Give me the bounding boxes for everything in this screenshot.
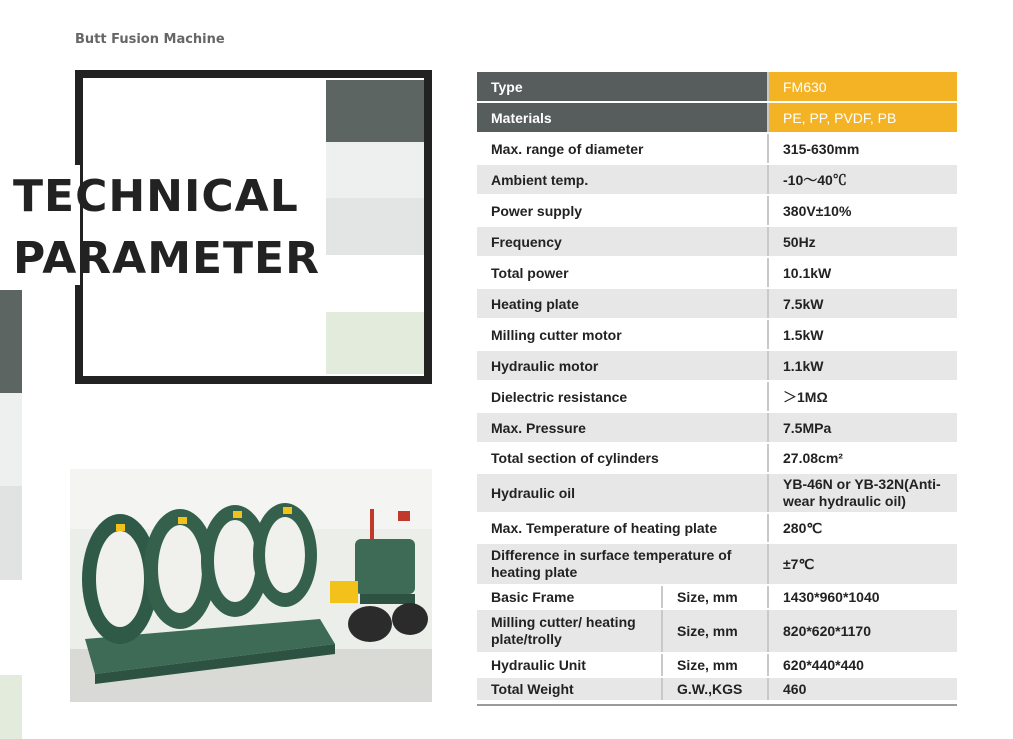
cell-label: Power supply: [477, 195, 768, 226]
cell-label: Total power: [477, 257, 768, 288]
type-value: FM630: [768, 72, 957, 102]
table-row: [477, 543, 957, 585]
cell-value: 1.1kW: [768, 350, 957, 381]
swatch-light: [326, 142, 424, 198]
cell-value: 280℃: [768, 513, 957, 543]
color-strip-green: [0, 675, 22, 739]
table-row: [477, 257, 957, 288]
cell-value: 10.1kW: [768, 257, 957, 288]
cell-label: Milling cutter/ heating plate/trolly: [477, 609, 662, 653]
cell-value: ±7℃: [768, 543, 957, 585]
table-row: [477, 585, 957, 609]
cell-value: 1.5kW: [768, 319, 957, 350]
spec-table: [477, 72, 957, 702]
cell-value: 7.5MPa: [768, 412, 957, 443]
brand-label: Butt Fusion Machine: [75, 32, 225, 47]
cell-value: 1430*960*1040: [768, 585, 957, 609]
cell-label: Ambient temp.: [477, 164, 768, 195]
product-photo: [70, 469, 432, 702]
cell-label: Dielectric resistance: [477, 381, 768, 412]
cell-label: Difference in surface temperature of heating plate: [477, 543, 768, 585]
table-row: [477, 226, 957, 257]
materials-label: Materials: [477, 102, 768, 133]
cell-label: Max. Pressure: [477, 412, 768, 443]
cell-value: YB-46N or YB-32N(Anti-wear hydraulic oil): [768, 473, 957, 513]
cell-label: Milling cutter motor: [477, 319, 768, 350]
cell-unit: Size, mm: [662, 653, 768, 677]
cell-label: Hydraulic Unit: [477, 653, 662, 677]
cell-unit: Size, mm: [662, 585, 768, 609]
table-row: [477, 102, 957, 133]
table-row: [477, 195, 957, 226]
cell-value: 460: [768, 677, 957, 701]
cell-value: 620*440*440: [768, 653, 957, 677]
color-strip-mid: [0, 486, 22, 580]
cell-label: Hydraulic motor: [477, 350, 768, 381]
swatch-green: [326, 312, 424, 374]
table-row: [477, 609, 957, 653]
color-strip-light: [0, 393, 22, 486]
cell-value: 27.08cm²: [768, 443, 957, 473]
cell-unit: Size, mm: [662, 609, 768, 653]
page-title-line1: TECHNICAL: [13, 171, 299, 222]
table-row: [477, 72, 957, 102]
type-label: Type: [477, 72, 768, 102]
cell-unit: G.W.,KGS: [662, 677, 768, 701]
cell-value: -10～40℃: [768, 164, 957, 195]
swatch-dark: [326, 80, 424, 142]
table-bottom-rule: [477, 704, 957, 706]
table-row: [477, 350, 957, 381]
color-strip-dark: [0, 290, 22, 393]
machine-illustration: [70, 469, 432, 702]
table-row: [477, 653, 957, 677]
cell-label: Total Weight: [477, 677, 662, 701]
cell-value: 50Hz: [768, 226, 957, 257]
cell-label: Basic Frame: [477, 585, 662, 609]
table-row: [477, 513, 957, 543]
swatch-mid: [326, 198, 424, 255]
table-row: [477, 133, 957, 164]
page-title-line2: PARAMETER: [13, 233, 320, 284]
cell-label: Total section of cylinders: [477, 443, 768, 473]
cell-label: Frequency: [477, 226, 768, 257]
table-row: [477, 381, 957, 412]
cell-value: 315-630mm: [768, 133, 957, 164]
cell-label: Hydraulic oil: [477, 473, 768, 513]
table-row: [477, 677, 957, 701]
materials-value: PE, PP, PVDF, PB: [768, 102, 957, 133]
cell-value: ＞1MΩ: [768, 381, 957, 412]
table-row: [477, 319, 957, 350]
table-row: [477, 473, 957, 513]
table-row: [477, 443, 957, 473]
table-row: [477, 288, 957, 319]
cell-value: 820*620*1170: [768, 609, 957, 653]
cell-label: Max. range of diameter: [477, 133, 768, 164]
table-row: [477, 164, 957, 195]
table-row: [477, 412, 957, 443]
cell-value: 380V±10%: [768, 195, 957, 226]
cell-label: Max. Temperature of heating plate: [477, 513, 768, 543]
cell-value: 7.5kW: [768, 288, 957, 319]
cell-label: Heating plate: [477, 288, 768, 319]
